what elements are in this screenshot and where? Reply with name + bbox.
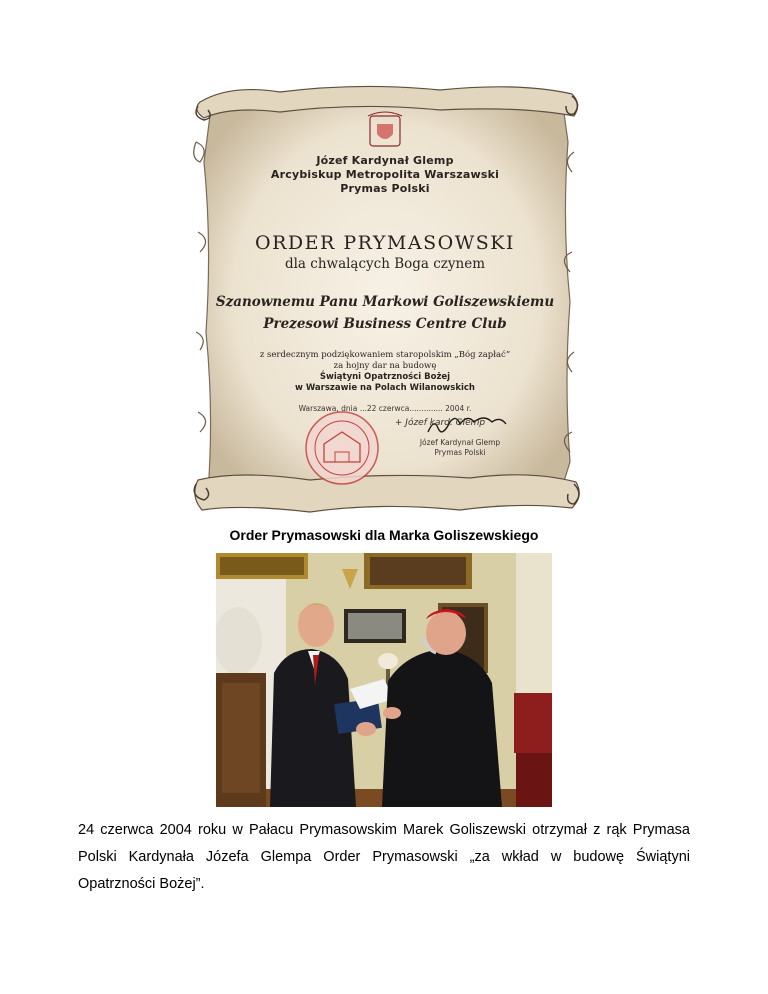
dedication-line-2: za hojny dar na budowę: [333, 361, 437, 371]
dedication-line-4: w Warszawie na Polach Wilanowskich: [295, 383, 475, 393]
dedication-line-3: Świątyni Opatrzności Bożej: [319, 372, 451, 382]
recipient-line: Szanownemu Panu Markowi Goliszewskiemu: [215, 294, 555, 310]
dedication-line-1: z serdecznym podziękowaniem staropolskim „Bóg zapłać”: [259, 350, 511, 360]
order-subtitle: dla chwalących Boga czynem: [284, 256, 486, 272]
signatory-name: Józef Kardynał Glemp: [419, 438, 501, 447]
body-paragraph: [78, 817, 690, 898]
date-line: Warszawa, dnia ...22 czerwca.............. 2004 r.: [298, 404, 472, 413]
recipient-title: Prezesowi Business Centre Club: [263, 316, 507, 332]
ceremony-photo: [216, 553, 552, 807]
diploma-caption: Order Prymasowski dla Marka Goliszewskiego: [229, 527, 539, 543]
issuer-title: Arcybiskup Metropolita Warszawski: [270, 168, 500, 181]
signature-text: + Józef kard. Glemp: [394, 418, 486, 428]
signatory-title: Prymas Polski: [434, 448, 486, 457]
order-title: ORDER PRYMASOWSKI: [255, 232, 515, 254]
diploma-image: [190, 82, 580, 514]
issuer-name: Józef Kardynał Glemp: [316, 154, 454, 167]
issuer-title-2: Prymas Polski: [340, 182, 430, 195]
body-text: 24 czerwca 2004 roku w Pałacu Prymasowskim Marek Goliszewski otrzymał z rąk Prymasa Polski Kardynała Józefa Glempa Order Prymasowski „za wkład w budowę Świątyni Opatrzności Bożej”.: [78, 822, 690, 892]
